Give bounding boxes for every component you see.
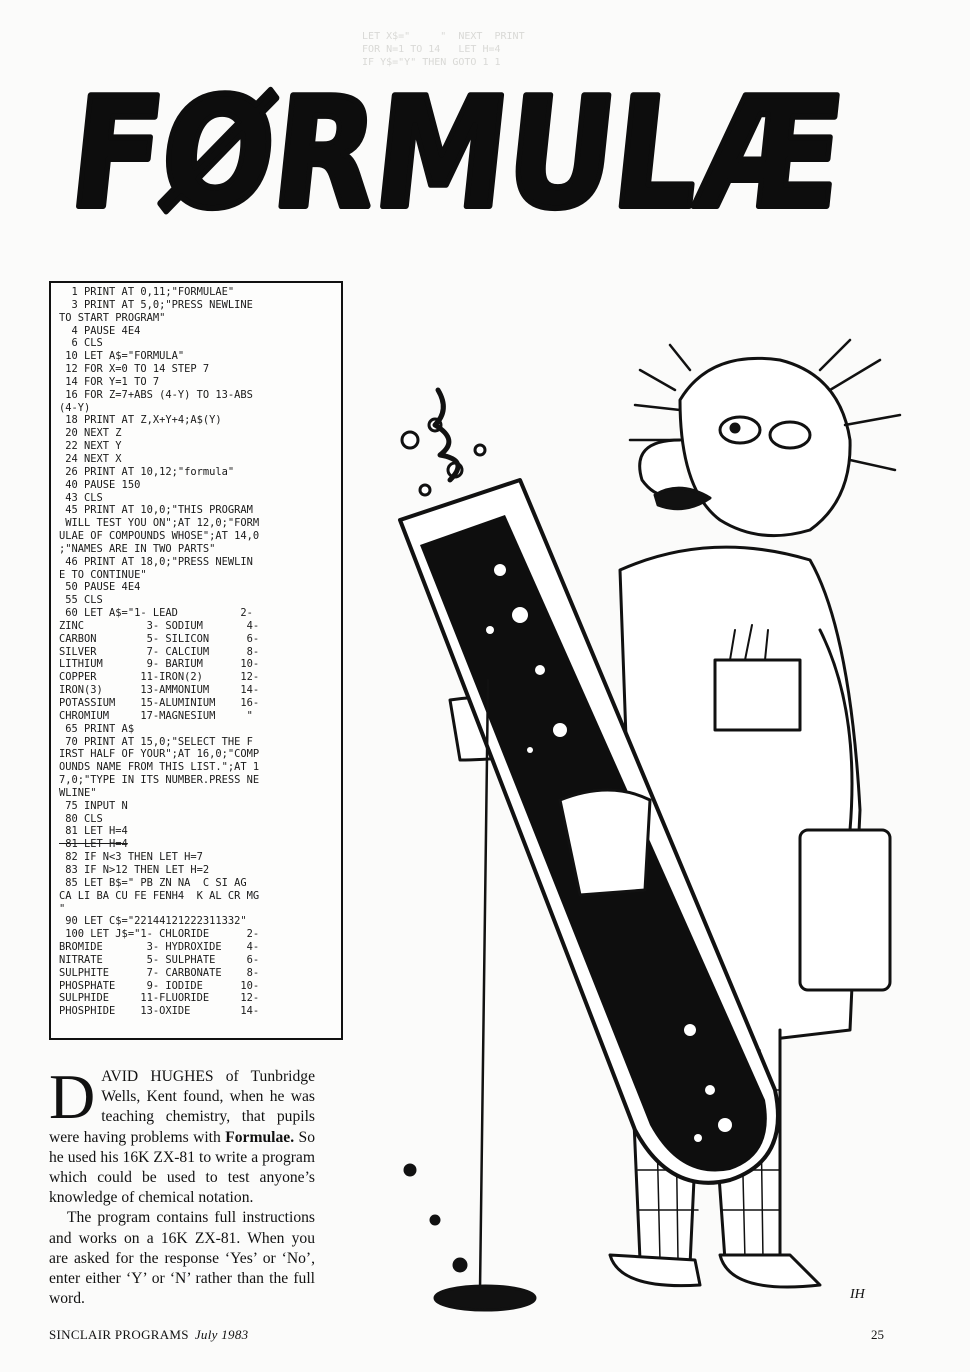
listing-line: CHROMIUM 17-MAGNESIUM " bbox=[59, 709, 253, 722]
listing-line: 82 IF N<3 THEN LET H=7 bbox=[59, 851, 203, 864]
listing-line: 24 NEXT X bbox=[59, 452, 122, 465]
article-body bbox=[49, 1061, 315, 1309]
listing-line: E TO CONTINUE" bbox=[59, 568, 147, 581]
title-lettering bbox=[62, 65, 968, 242]
listing-line: 6 CLS bbox=[59, 337, 103, 350]
para1-bold: Formulae. bbox=[225, 1128, 295, 1146]
listing-line: CA LI BA CU FE FENH4 K AL CR MG bbox=[59, 889, 260, 902]
listing-line: 16 FOR Z=7+ABS (4-Y) TO 13-ABS bbox=[59, 388, 253, 401]
listing-line: ;"NAMES ARE IN TWO PARTS" bbox=[59, 542, 216, 555]
listing-line: 20 NEXT Z bbox=[59, 427, 122, 440]
para1-lead: AVID HUGHES of Tunbridge Wells, Kent found, when he was teaching chemistry, that pupils were having problems with bbox=[49, 1068, 315, 1146]
artist-signature: IH bbox=[850, 1287, 865, 1302]
program-listing bbox=[49, 281, 343, 1040]
listing-line: ULAE OF COMPOUNDS WHOSE";AT 14,0 bbox=[59, 530, 260, 543]
listing-line: NITRATE 5- SULPHATE 6- bbox=[59, 953, 260, 966]
listing-line: 85 LET B$=" PB ZN NA C SI AG bbox=[59, 876, 247, 889]
listing-line: 10 LET A$="FORMULA" bbox=[59, 350, 185, 363]
title-text: FØRMULÆ bbox=[62, 65, 968, 242]
listing-line: 14 FOR Y=1 TO 7 bbox=[59, 375, 160, 388]
listing-line: (4-Y) bbox=[59, 401, 91, 414]
listing-line: 65 PRINT A$ bbox=[59, 722, 135, 735]
listing-line: SULPHIDE 11-FLUORIDE 12- bbox=[59, 992, 260, 1005]
listing-line: 46 PRINT AT 18,0;"PRESS NEWLIN bbox=[59, 555, 253, 568]
listing-line: ZINC 3- SODIUM 4- bbox=[59, 619, 260, 632]
listing-line: TO START PROGRAM" bbox=[59, 311, 166, 324]
scientist-illustration bbox=[380, 330, 920, 1320]
drop-cap: D bbox=[49, 1061, 96, 1132]
listing-line: 60 LET A$="1- LEAD 2- bbox=[59, 607, 253, 620]
listing-code bbox=[59, 286, 335, 1018]
listing-line: 80 CLS bbox=[59, 812, 103, 825]
listing-line: 12 FOR X=0 TO 14 STEP 7 bbox=[59, 363, 210, 376]
listing-line: IRON(3) 13-AMMONIUM 14- bbox=[59, 684, 260, 697]
listing-line: 81 LET H=4 bbox=[59, 825, 128, 838]
listing-line: LITHIUM 9- BARIUM 10- bbox=[59, 658, 260, 671]
listing-line: PHOSPHIDE 13-OXIDE 14- bbox=[59, 1005, 260, 1018]
listing-line: BROMIDE 3- HYDROXIDE 4- bbox=[59, 941, 260, 954]
issue-date: July 1983 bbox=[194, 1327, 249, 1342]
listing-line: " bbox=[59, 902, 66, 915]
listing-line: 1 PRINT AT 0,11;"FORMULAE" bbox=[59, 286, 235, 298]
listing-line: 75 INPUT N bbox=[59, 799, 128, 812]
listing-line: WILL TEST YOU ON";AT 12,0;"FORM bbox=[59, 517, 260, 530]
listing-line: 45 PRINT AT 10,0;"THIS PROGRAM bbox=[59, 504, 253, 517]
listing-line: 100 LET J$="1- CHLORIDE 2- bbox=[59, 928, 260, 941]
listing-line: 4 PAUSE 4E4 bbox=[59, 324, 141, 337]
para1-tail: So he used his 16K ZX-81 to write a program which could be used to test anyone’s knowledge of chemical notation. bbox=[49, 1128, 315, 1207]
listing-line: POTASSIUM 15-ALUMINIUM 16- bbox=[59, 697, 260, 709]
listing-line: SULPHITE 7- CARBONATE 8- bbox=[59, 966, 260, 979]
listing-line: 55 CLS bbox=[59, 594, 103, 607]
publication-name: SINCLAIR PROGRAMS bbox=[49, 1327, 189, 1342]
listing-line: PHOSPHATE 9- IODIDE 10- bbox=[59, 979, 260, 992]
listing-line: 83 IF N>12 THEN LET H=2 bbox=[59, 863, 210, 876]
page-title bbox=[62, 65, 968, 242]
listing-line: 26 PRINT AT 10,12;"formula" bbox=[59, 465, 235, 478]
listing-line: 22 NEXT Y bbox=[59, 440, 122, 453]
listing-line: OUNDS NAME FROM THIS LIST.";AT 1 bbox=[59, 761, 260, 774]
article-paragraph-2: The program contains full instructions and works on a 16K ZX-81. When you are asked for the response ‘Yes’ or ‘No’, enter either ‘Y’ or ‘N’ rather than the full word. bbox=[49, 1209, 315, 1308]
listing-line: 70 PRINT AT 15,0;"SELECT THE F bbox=[59, 735, 253, 748]
listing-line: 81 LET H=4 bbox=[59, 838, 128, 851]
listing-line: WLINE" bbox=[59, 786, 97, 799]
listing-line: 18 PRINT AT Z,X+Y+4;A$(Y) bbox=[59, 414, 222, 427]
bleed-through-texture: LET X$=" " NEXT PRINT FOR N=1 TO 14 LET H=4 IF Y$="Y" THEN GOTO 1 1 bbox=[362, 31, 525, 68]
listing-line: 50 PAUSE 4E4 bbox=[59, 581, 141, 594]
listing-line: 3 PRINT AT 5,0;"PRESS NEWLINE bbox=[59, 298, 253, 311]
footer-publication bbox=[49, 1327, 248, 1343]
listing-line: 40 PAUSE 150 bbox=[59, 478, 141, 491]
listing-line: 90 LET C$="22144121222311332" bbox=[59, 915, 247, 928]
listing-line: CARBON 5- SILICON 6- bbox=[59, 632, 260, 645]
illustration-drawing bbox=[380, 330, 920, 1320]
listing-line: IRST HALF OF YOUR";AT 16,0;"COMP bbox=[59, 748, 260, 761]
listing-line: 7,0;"TYPE IN ITS NUMBER.PRESS NE bbox=[59, 774, 260, 787]
page-number: 25 bbox=[871, 1327, 884, 1342]
listing-line: 43 CLS bbox=[59, 491, 103, 504]
listing-line: SILVER 7- CALCIUM 8- bbox=[59, 645, 260, 658]
listing-line: COPPER 11-IRON(2) 12- bbox=[59, 671, 260, 684]
article-paragraph-1 bbox=[49, 1061, 315, 1208]
